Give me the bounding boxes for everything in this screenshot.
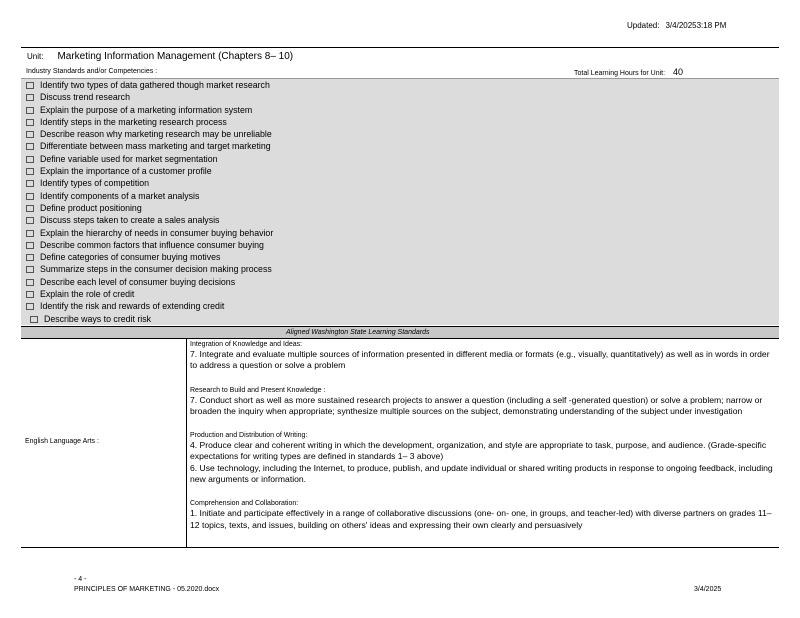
column-divider [186, 338, 187, 547]
competencies-label: Industry Standards and/or Competencies : [26, 68, 158, 75]
standard-category: Production and Distribution of Writing: [190, 432, 308, 440]
checkbox-bullet-icon [26, 217, 34, 224]
standard-category: Comprehension and Collaboration: [190, 500, 299, 508]
competency-item [21, 227, 779, 239]
competency-text: Define product positioning [40, 202, 142, 213]
competency-text: Define categories of consumer buying motives [40, 252, 221, 263]
competencies-row [21, 66, 779, 78]
competency-text: Describe reason why marketing research may be unreliable [40, 129, 272, 140]
competency-item [21, 79, 779, 91]
competency-text: Identify the risk and rewards of extending credit [40, 301, 225, 312]
checkbox-bullet-icon [26, 279, 34, 286]
competency-text: Describe ways to credit risk [44, 313, 152, 324]
checkbox-bullet-icon [26, 205, 34, 212]
competency-item [21, 276, 779, 288]
checkbox-bullet-icon [26, 180, 34, 187]
updated-date: 3/4/2025 [665, 21, 697, 30]
checkbox-bullet-icon [26, 303, 34, 310]
competency-text: Discuss steps taken to create a sales analysis [40, 215, 220, 226]
competency-text: Explain the purpose of a marketing information system [40, 104, 253, 115]
checkbox-bullet-icon [26, 94, 34, 101]
competency-text: Explain the hierarchy of needs in consumer buying behavior [40, 227, 274, 238]
competency-item [21, 153, 779, 165]
ela-standards-table [21, 338, 779, 548]
competency-item [21, 116, 779, 128]
checkbox-bullet-icon [26, 291, 34, 298]
section-spacer [190, 417, 775, 431]
competency-item [21, 104, 779, 116]
updated-label: Updated: [627, 21, 660, 30]
competency-text: Define variable used for market segmentation [40, 153, 218, 164]
standard-text: 7. Integrate and evaluate multiple sources of information presented in different media or formats (e.g., visually, quantitatively) as well as in words in order to address a question or solve a problem [190, 349, 770, 371]
competency-item [21, 214, 779, 226]
competency-text: Explain the role of credit [40, 289, 135, 300]
updated-time: 3:18 PM [696, 21, 727, 30]
competency-item [21, 251, 779, 263]
competency-item [21, 288, 779, 300]
checkbox-bullet-icon [26, 254, 34, 261]
checkbox-bullet-icon [26, 193, 34, 200]
standard-category: Integration of Knowledge and Ideas: [190, 341, 303, 348]
checkbox-bullet-icon [26, 242, 34, 249]
competency-item [21, 263, 779, 275]
hours-value: 40 [673, 67, 684, 77]
checkbox-bullet-icon [26, 266, 34, 273]
hours-label: Total Learning Hours for Unit: [574, 70, 666, 77]
competency-item [21, 202, 779, 214]
standard-text: 7. Conduct short as well as more sustained research projects to answer a question (including a self -generated question) or solve a problem; narrow or broaden the inquiry when appropriate; synthesize multiple sources on the subject, demonstrating understanding of the subject under investigation [190, 394, 763, 416]
unit-label: Unit: [27, 52, 44, 61]
checkbox-bullet-icon [26, 143, 34, 150]
competency-text: Summarize steps in the consumer decision making process [40, 264, 272, 275]
page-number: - 4 - [74, 576, 87, 583]
competency-text: Identify types of competition [40, 178, 150, 189]
competency-item [21, 91, 779, 103]
competency-text: Identify steps in the marketing research process [40, 116, 227, 127]
competency-text: Explain the importance of a customer profile [40, 166, 212, 177]
section-spacer [190, 372, 775, 386]
hours-block [574, 66, 683, 80]
ela-subject: English Language Arts : [25, 438, 99, 445]
standard-text: 1. Initiate and participate effectively in a range of collaborative discussions (one- on- one, in groups, and teacher-led) with diverse partners on grades 11–12 topics, texts, and issues, building on others' ideas and expressing their own clearly and persuasively [190, 508, 772, 530]
standard-text: 4. Produce clear and coherent writing in which the development, organization, and style are appropriate to task, purpose, and audience. (Grade-specific expectations for writing types are defined in standards 1– 3 above) [190, 440, 767, 462]
checkbox-bullet-icon [26, 168, 34, 175]
unit-block [21, 47, 779, 325]
checkbox-bullet-icon [26, 82, 34, 89]
competency-text: Identify two types of data gathered though market research [40, 80, 270, 90]
checkbox-bullet-icon [26, 107, 34, 114]
checkbox-bullet-icon [30, 316, 38, 323]
standard-category: Research to Build and Present Knowledge : [190, 386, 326, 394]
ela-content [190, 340, 775, 531]
competency-item [21, 165, 779, 177]
competency-text: Describe each level of consumer buying decisions [40, 276, 236, 287]
competency-text: Describe common factors that influence consumer buying [40, 239, 264, 250]
competency-item [21, 239, 779, 251]
competency-item [21, 300, 779, 312]
document-filename: PRINCIPLES OF MARKETING - 05.2020.docx [74, 586, 220, 593]
checkbox-bullet-icon [26, 131, 34, 138]
checkbox-bullet-icon [26, 230, 34, 237]
checkbox-bullet-icon [26, 156, 34, 163]
competency-item [21, 190, 779, 202]
section-spacer [190, 485, 775, 499]
unit-row [21, 48, 779, 66]
competency-item [21, 177, 779, 189]
competency-text: Differentiate between mass marketing and target marketing [40, 141, 271, 152]
updated-stamp [627, 21, 726, 30]
footer-date: 3/4/2025 [694, 586, 722, 593]
competency-text: Identify components of a market analysis [40, 190, 200, 201]
competency-item [21, 313, 779, 325]
competency-text: Discuss trend research [40, 92, 130, 103]
aligned-title: Aligned Washington State Learning Standards [286, 329, 430, 336]
competency-list [21, 78, 779, 325]
unit-title: Marketing Information Management (Chapters 8– 10) [57, 51, 294, 62]
standard-text: 6. Use technology, including the Internet, to produce, publish, and update individual or shared writing products in response to ongoing feedback, including new arguments or information. [190, 462, 773, 485]
checkbox-bullet-icon [26, 119, 34, 126]
competency-item [21, 140, 779, 152]
competency-item [21, 128, 779, 140]
